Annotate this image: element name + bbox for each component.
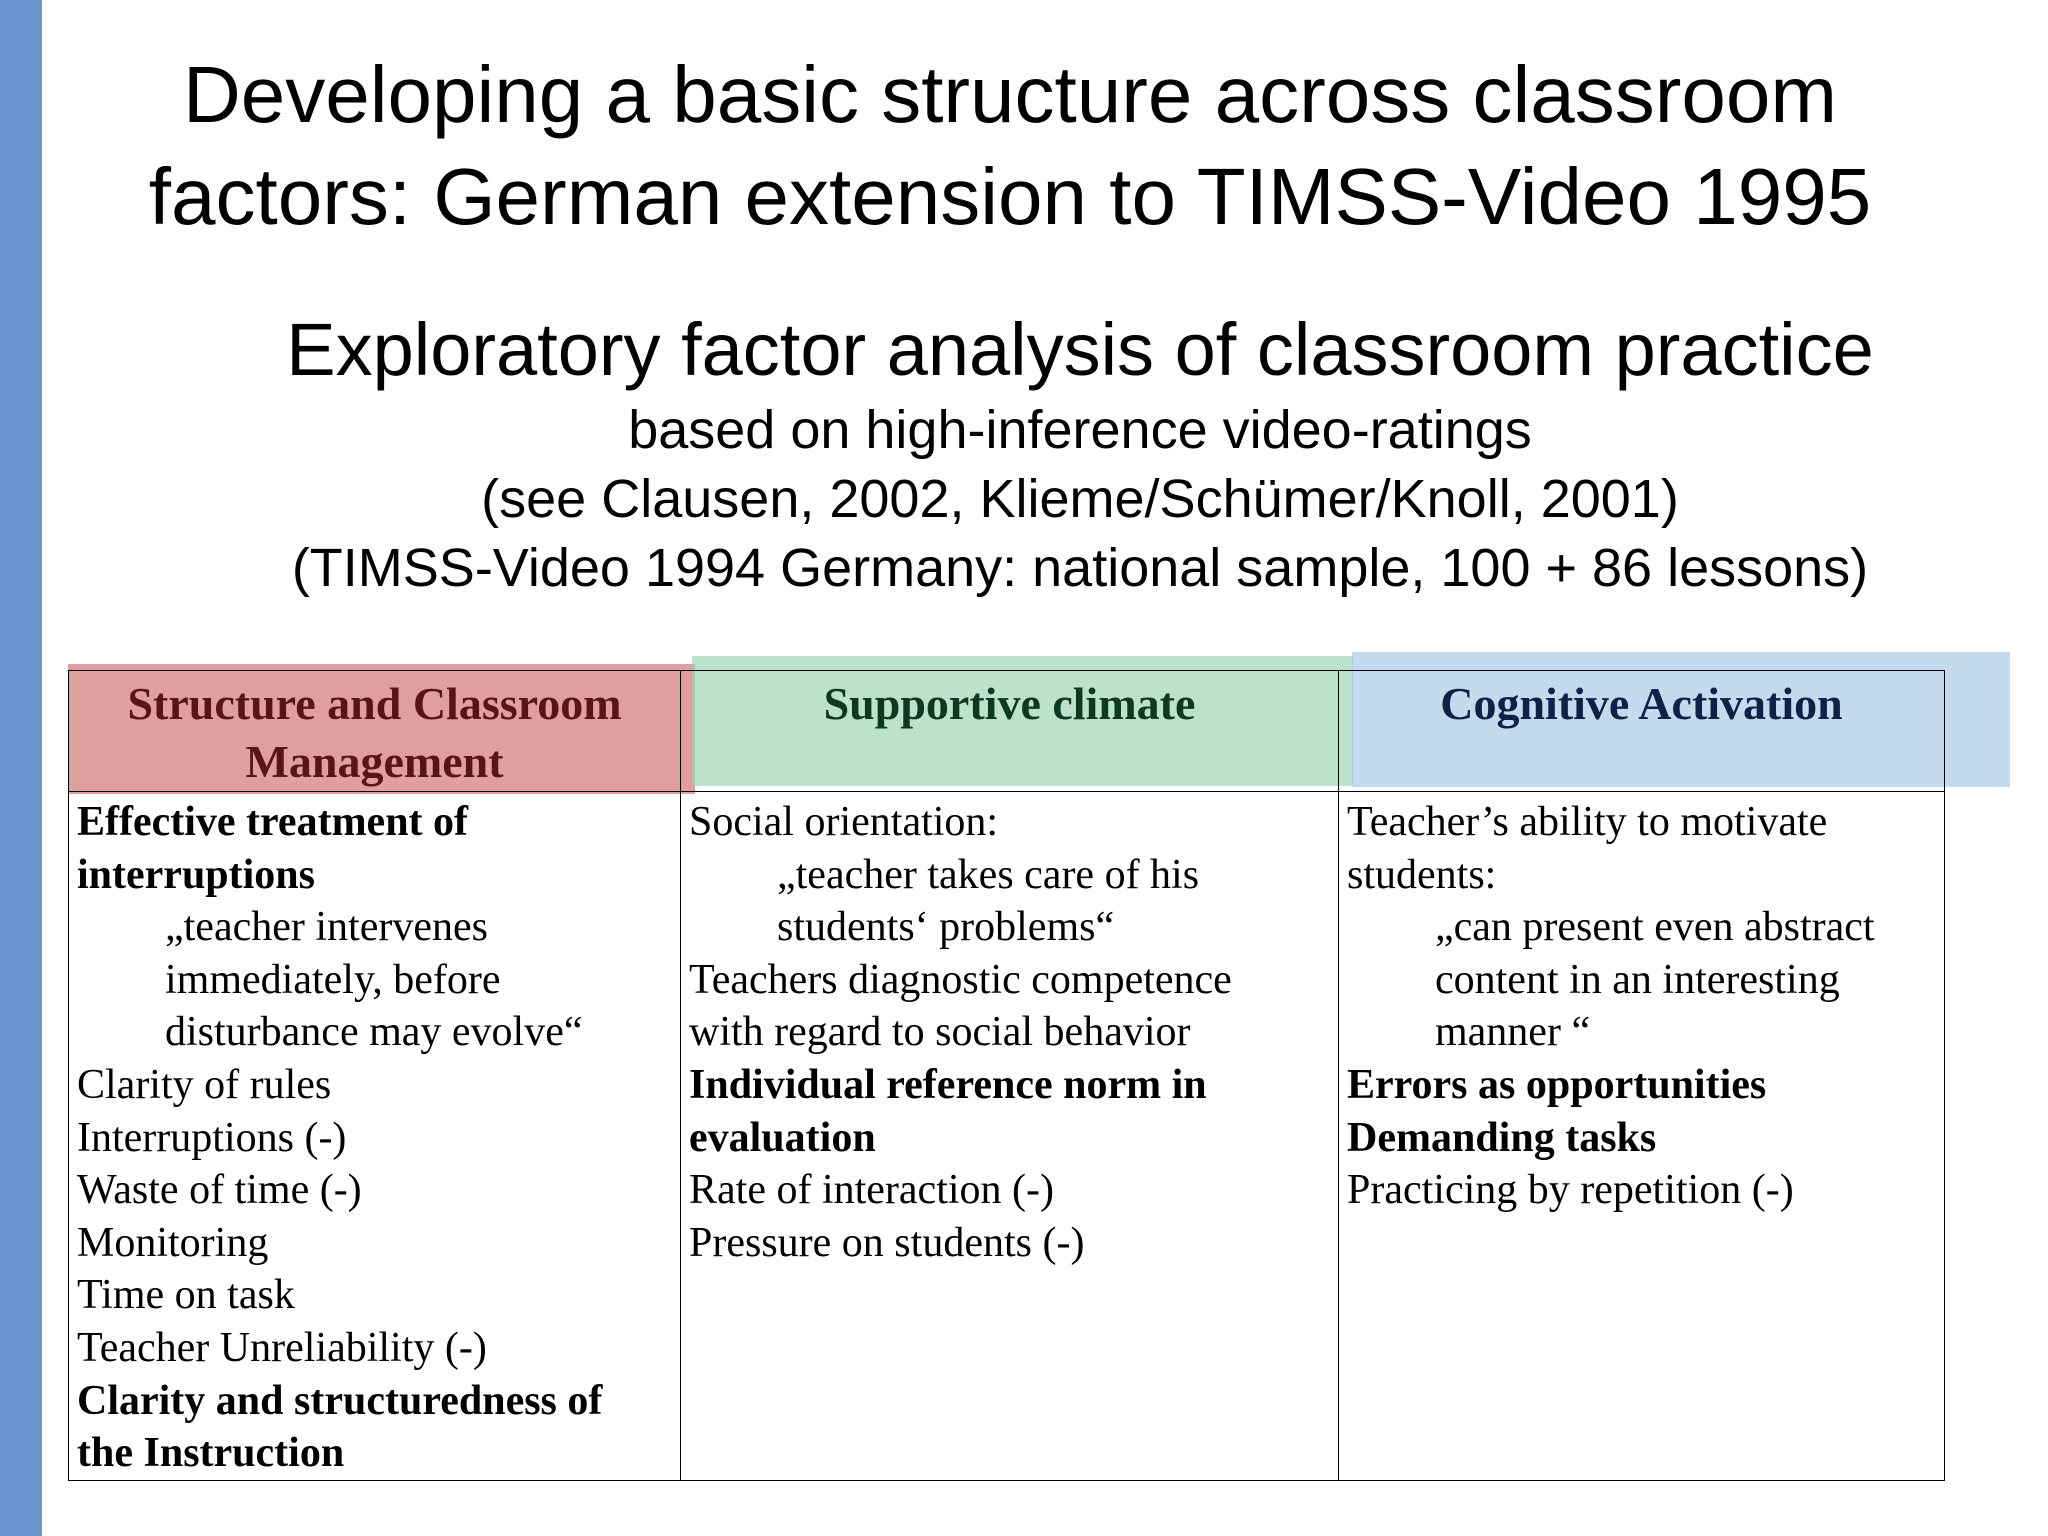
left-accent-bar [0, 0, 42, 1536]
column-structure-management [69, 792, 681, 1481]
list-item-quote: manner “ [1435, 1009, 1591, 1056]
list-item: Clarity and structuredness of [77, 1377, 603, 1424]
column-cognitive-activation [1339, 792, 1945, 1481]
title-line-1: Developing a basic structure across classroom [182, 50, 1838, 139]
subtitle-detail-2: (see Clausen, 2002, Klieme/Schümer/Knoll, 2001) [481, 469, 1679, 529]
list-item: Waste of time (-) [77, 1167, 362, 1214]
column-supportive-climate [681, 792, 1339, 1481]
subtitle-details [170, 396, 1990, 603]
slide-title [60, 44, 1960, 248]
list-item: with regard to social behavior [689, 1009, 1191, 1056]
list-item-quote: „teacher takes care of his [777, 851, 1200, 898]
list-item: Teacher’s ability to motivate [1347, 799, 1828, 845]
header-structure-management: Structure and Classroom Management [69, 671, 681, 792]
title-line-2: factors: German extension to TIMSS-Video 1995 [148, 152, 1872, 241]
list-item: Social orientation: [689, 799, 999, 845]
header-cognitive-activation: Cognitive Activation [1339, 671, 1945, 792]
list-item-quote: students‘ problems“ [777, 904, 1115, 951]
list-item: Rate of interaction (-) [689, 1167, 1054, 1214]
slide-subtitle: Exploratory factor analysis of classroom practice [286, 308, 1874, 391]
list-item-quote: disturbance may evolve“ [165, 1009, 583, 1056]
list-item: Practicing by repetition (-) [1347, 1167, 1794, 1214]
list-item: Time on task [77, 1272, 295, 1319]
list-item: Individual reference norm in [689, 1061, 1207, 1108]
list-item-quote: immediately, before [165, 956, 501, 1003]
list-item: Interruptions (-) [77, 1114, 347, 1161]
list-item: Demanding tasks [1347, 1114, 1657, 1161]
table-body-row [69, 792, 1945, 1481]
list-item: interruptions [77, 851, 316, 898]
list-item-quote: „can present even abstract [1435, 904, 1875, 951]
factor-table [68, 670, 1945, 1481]
list-item: the Instruction [77, 1430, 345, 1477]
list-item: evaluation [689, 1114, 876, 1161]
subtitle-detail-3: (TIMSS-Video 1994 Germany: national sample, 100 + 86 lessons) [291, 538, 1869, 598]
list-item: students: [1347, 851, 1497, 898]
list-item: Effective treatment of [77, 799, 469, 845]
table-header-row [69, 671, 1945, 792]
list-item-quote: „teacher intervenes [165, 904, 488, 951]
list-item: Teachers diagnostic competence [689, 956, 1232, 1003]
header-supportive-climate: Supportive climate [681, 671, 1339, 792]
list-item: Teacher Unreliability (-) [77, 1324, 487, 1371]
list-item: Errors as opportunities [1347, 1061, 1767, 1108]
list-item-quote: content in an interesting [1435, 956, 1840, 1003]
subtitle-detail-1: based on high-inference video-ratings [628, 400, 1532, 460]
list-item: Pressure on students (-) [689, 1219, 1085, 1266]
list-item: Monitoring [77, 1219, 269, 1266]
list-item: Clarity of rules [77, 1061, 332, 1108]
